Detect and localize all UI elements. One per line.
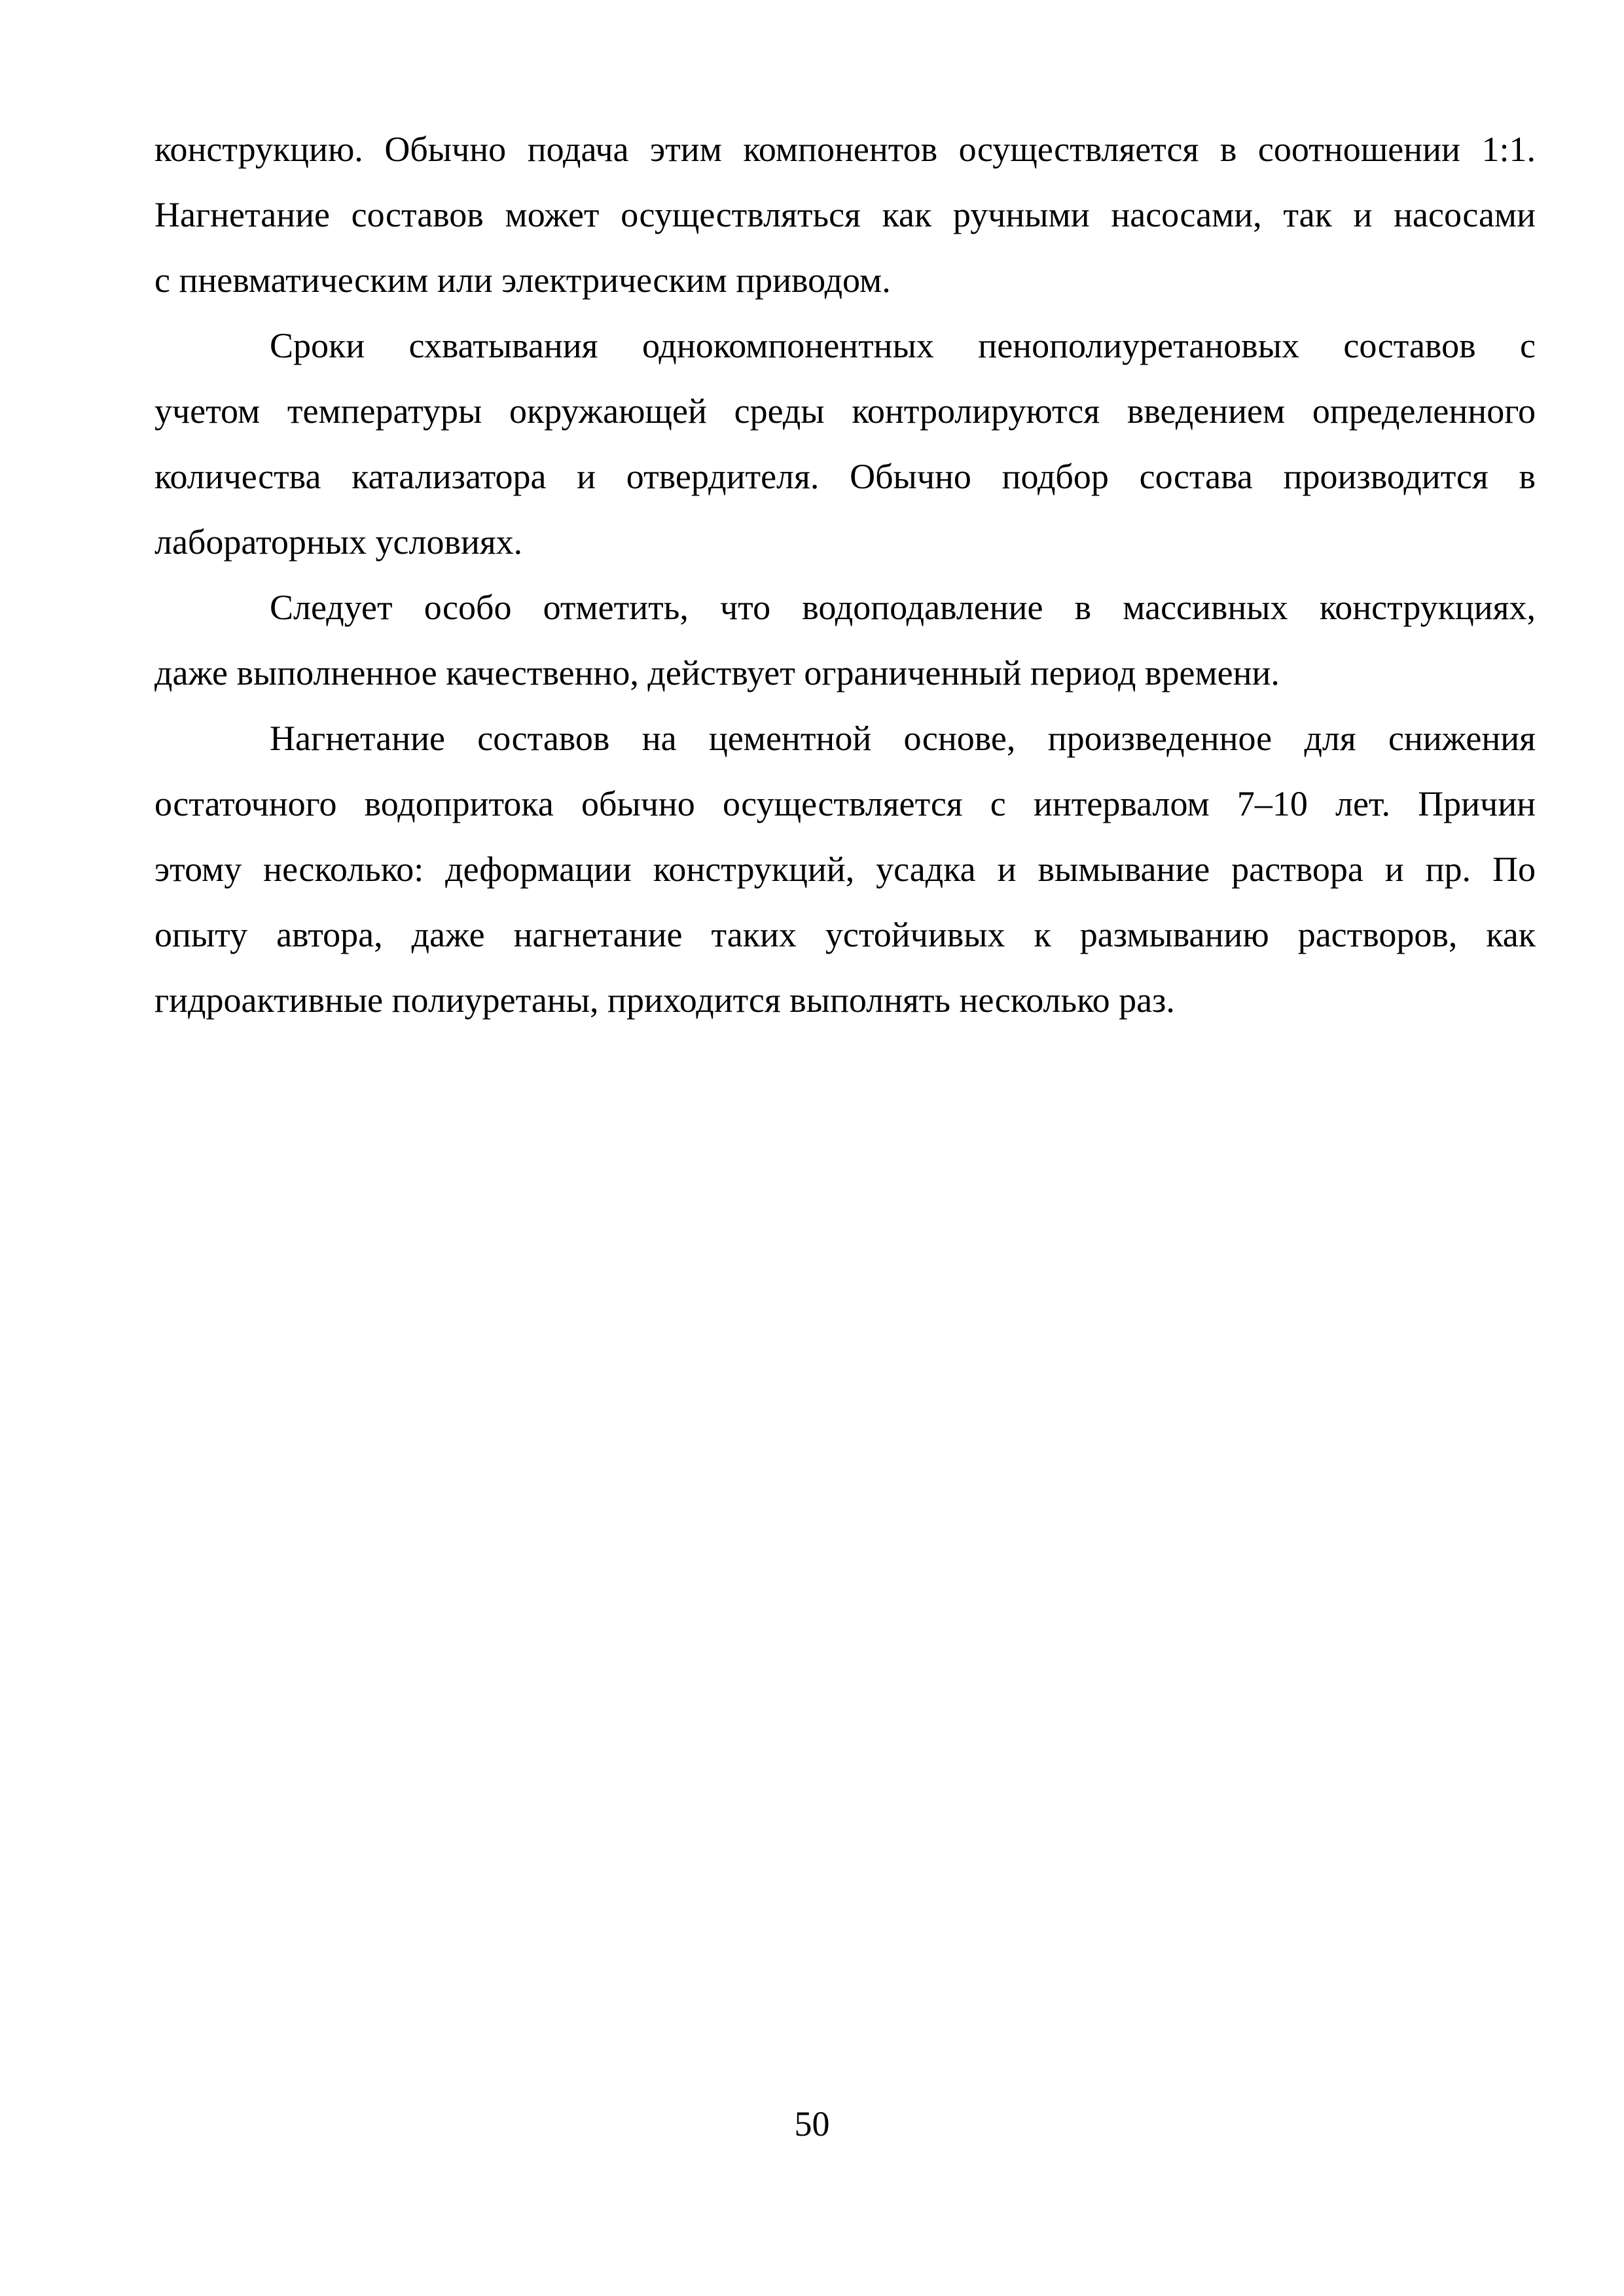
text-line: количества катализатора и отвердителя. Обычно подбор состава производится в [154, 457, 1536, 496]
text-line: учетом температуры окружающей среды контролируются введением определенного [154, 391, 1536, 431]
text-line: гидроактивные полиуретаны, приходится выполнять несколько раз. [154, 980, 1175, 1020]
text-line: даже выполненное качественно, действует ограниченный период времени. [154, 653, 1280, 692]
text-line: опыту автора, даже нагнетание таких устойчивых к размыванию растворов, как [154, 915, 1536, 954]
text-line: лабораторных условиях. [154, 522, 523, 562]
text-line: конструкцию. Обычно подача этим компонентов осуществляется в соотношении 1:1. [154, 130, 1536, 169]
page-number: 50 [794, 2104, 830, 2144]
text-line: остаточного водопритока обычно осуществляется с интервалом 7–10 лет. Причин [154, 784, 1536, 823]
text-line: с пневматическим или электрическим приводом. [154, 260, 891, 300]
text-line: Нагнетание составов на цементной основе, произведенное для снижения [270, 719, 1536, 758]
text-line: этому несколько: деформации конструкций, усадка и вымывание раствора и пр. По [154, 850, 1536, 889]
text-line: Сроки схватывания однокомпонентных пенополиуретановых составов с [270, 326, 1536, 365]
text-line: Нагнетание составов может осуществляться как ручными насосами, так и насосами [154, 195, 1536, 234]
body-text [154, 117, 1536, 1033]
text-line: Следует особо отметить, что водоподавление в массивных конструкциях, [270, 588, 1536, 627]
